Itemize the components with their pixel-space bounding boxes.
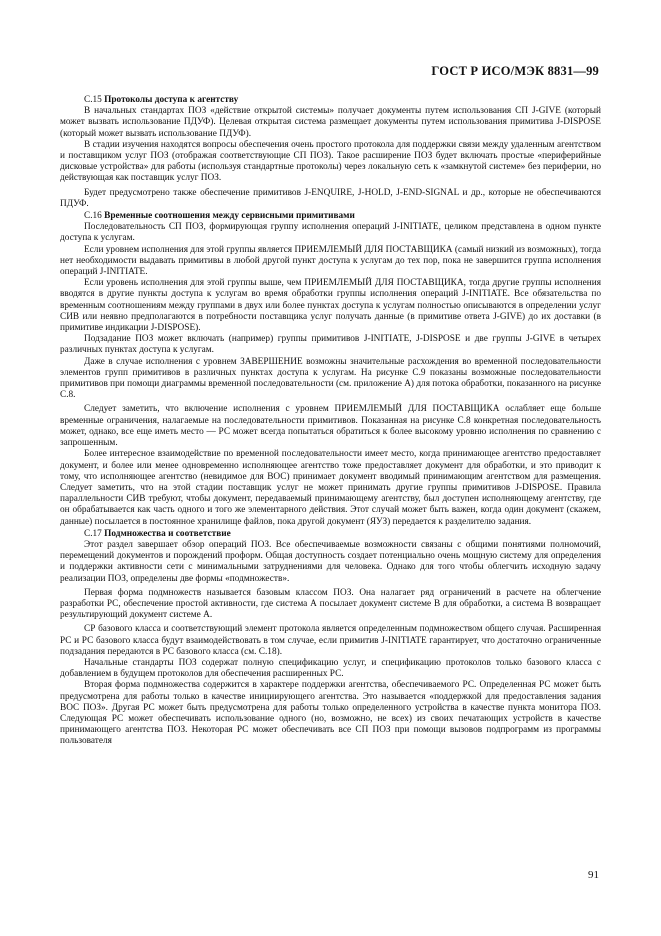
- page-header: ГОСТ Р ИСО/МЭК 8831—99: [431, 64, 599, 78]
- section-heading-c16: [60, 211, 601, 222]
- section-number: С.16: [84, 211, 102, 222]
- section-title: Временные соотношения между сервисными примитивами: [104, 211, 355, 222]
- paragraph: Первая форма подмножеств называется базовым классом ПОЗ. Она налагает ряд ограничений в расчете на облегчение разработки РС, обеспечение простой активности, где система А посылает документ системе В для обработки, а система В возвращает результирующий документ системе А.: [60, 587, 601, 621]
- section-title: Протоколы доступа к агентству: [104, 95, 239, 105]
- paragraph: Более интересное взаимодействие по временной последовательности имеет место, когда принимающее агентство предоставляет документ, и более или менее одновременно исполняющее агентство тоже предоставляет документ для обработки, и это приводит к тому, что исполняющее агентство (невидимое для ВОС) принимает документ вводимый принимающим агентством для размещения. Следует заметить, что на этой стадии поставщик услуг не может принимать другие группы примитивов J-DISPOSE. Правила параллельности СИВ требуют, чтобы документ, передаваемый принимающему агентству, был доступен исполняющему агентству, где он обрабатывается как часть одного и того же элементарного действия. Этот случай может быть важен, когда один документ (скажем, данные) посылается в постоянное хранилище файлов, пока другой документ (ЯУЗ) передается к разделителю задания.: [60, 449, 601, 527]
- paragraph: В стадии изучения находятся вопросы обеспечения очень простого протокола для поддержки связи между удаленным агентством и поставщиком услуг ПОЗ (отображая соответствующие СП ПОЗ). Такое расширение ПОЗ будет включать простые «периферийные дисковые устройства» для работы (используя стандартные протоколы) через локальную сеть к «замкнутой системе» без периферии, но действующая как поставщик услуг ПОЗ.: [60, 139, 601, 184]
- page-body: [60, 94, 601, 748]
- paragraph: Вторая форма подмножества содержится в характере поддержки агентства, обеспечиваемого РС. Определенная РС может быть предусмотрена для работы только в качестве инициирующего агентства. Это называется «поддержкой для предоставления задания ВОС ПОЗ». Другая РС может быть предусмотрена для работы только определенного устройства в качестве пункта монитора ПОЗ. Следующая РС может обеспечивать использование одного (но, возможно, не всех) из своих печатающих устройств в качестве принимающего агентства ПОЗ. Некоторая РС может обеспечивать все СП ПОЗ при помощи вызовов подпрограмм из программы пользователя: [60, 680, 601, 747]
- paragraph: СР базового класса и соответствующий элемент протокола является определенным подмножеством общего случая. Расширенная РС и РС базового класса будут взаимодействовать в том случае, если примитив J-INITIATE гарантирует, что достаточно ограниченные подзадания передаются в РС базового класса (см. С.18).: [60, 624, 601, 657]
- section-number: С.15: [84, 95, 102, 105]
- paragraph: Если уровнем исполнения для этой группы является ПРИЕМЛЕМЫЙ ДЛЯ ПОСТАВЩИКА (самый низкий из возможных), тогда нет необходимости выдавать примитивы в любой другой пункт доступа к услугам до тех пор, пока не завершится группа исполнения операций J-INITIATE.: [60, 244, 601, 278]
- section-heading-c17: [60, 529, 601, 540]
- section-title: Подмножества и соответствие: [104, 528, 231, 539]
- paragraph: Последовательность СП ПОЗ, формирующая группу исполнения операций J-INITIATE, целиком представлена в одном пункте доступа к услугам.: [60, 222, 601, 244]
- paragraph: Будет предусмотрено также обеспечение примитивов J-ENQUIRE, J-HOLD, J-END-SIGNAL и др., которые не обеспечиваются ПДУФ.: [60, 187, 601, 209]
- section-heading-c15: [60, 95, 601, 106]
- paragraph: Даже в случае исполнения с уровнем ЗАВЕРШЕНИЕ возможны значительные расхождения во временной последовательности элементов групп примитивов в различных пунктах доступа к услугам. На рисунке С.9 показаны возможные последовательности примитивов при помощи диаграммы временной последовательности (см. приложение А) для потока обработки, показанного на рисунке С.8.: [60, 356, 601, 401]
- page-number: 91: [588, 869, 599, 881]
- paragraph: Этот раздел завершает обзор операций ПОЗ. Все обеспечиваемые возможности связаны с общими понятиями полномочий, перемещений документов и порождений проформ. Общая доступность создает потенциально очень мощную систему для определения и поддержки активности сети с минимальными затруднениями для человека. Однако для того чтобы облегчить исходную задачу реализации ПОЗ, определены две формы «подмножеств».: [60, 539, 601, 584]
- paragraph: Подзадание ПОЗ может включать (например) группы примитивов J-INITIATE, J-DISPOSE и две группы J-GIVE в четырех различных пунктах доступа к услугам.: [60, 334, 601, 356]
- paragraph: Если уровень исполнения для этой группы выше, чем ПРИЕМЛЕМЫЙ ДЛЯ ПОСТАВЩИКА, тогда другие группы исполнения вводятся в другие пункты доступа к услугам во время обработки группы исполнения операций J-INITIATE. Все обязательства по временным соотношениям между группами в двух или более пунктах доступа к услугам полностью описываются в определении услуг СИВ или неявно предполагаются в потребности поставщика услуг получать данные (в примитиве ответа J-GIVE) до их доставки (в примитиве индикации J-DISPOSE).: [60, 278, 601, 334]
- paragraph: Начальные стандарты ПОЗ содержат полную спецификацию услуг, и спецификацию протоколов только базового класса с добавлением в будущем протоколов для обеспечения расширенных РС.: [60, 657, 601, 680]
- section-number: С.17: [84, 528, 102, 539]
- paragraph: В начальных стандартах ПОЗ «действие открытой системы» получает документы путем использования СП J-GIVE (который может вызвать использование ПДУФ). Целевая открытая система размещает документы путем использования примитива J-DISPOSE (который может вызвать использование ПДУФ).: [60, 106, 601, 139]
- paragraph: Следует заметить, что включение исполнения с уровнем ПРИЕМЛЕМЫЙ ДЛЯ ПОСТАВЩИКА ослабляет еще больше временные ограничения, налагаемые на последовательности примитивов. Показанная на рисунке С.8 конкретная последовательность может, однако, все еще иметь место — РС может всегда попытаться обратиться к более высокому уровню исполнения по сравнению с запрошенным.: [60, 404, 601, 449]
